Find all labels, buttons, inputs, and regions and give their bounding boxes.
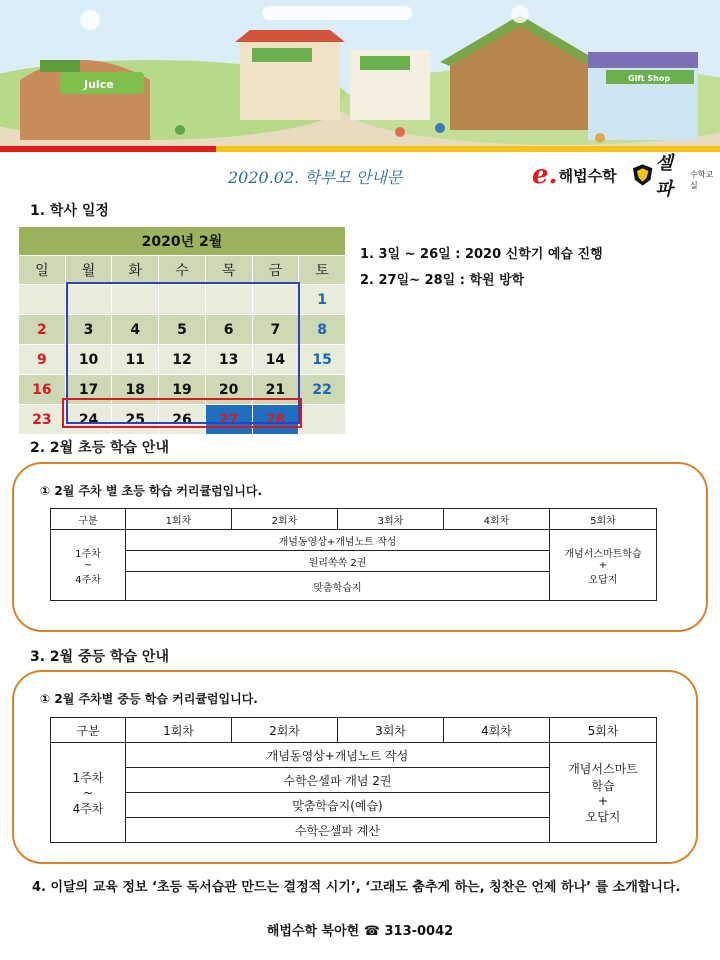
- selpa-emblem-icon: [632, 163, 653, 187]
- section2-title: 2. 2월 초등 학습 안내: [30, 440, 169, 456]
- review-line: 학습: [591, 779, 615, 793]
- calendar-day: 3: [65, 315, 112, 345]
- weekday-label: 토: [299, 256, 346, 285]
- calendar-day-holiday: 27: [205, 405, 252, 435]
- table-header: 5회차: [550, 718, 657, 743]
- calendar-day: 25: [112, 405, 159, 435]
- calendar-day: 17: [65, 375, 112, 405]
- calendar-day: 11: [112, 345, 159, 375]
- calendar: [18, 226, 346, 435]
- table-header: 2회차: [232, 718, 338, 743]
- education-info: 4. 이달의 교육 정보 ‘초등 독서습관 만드는 결정적 시기’, ‘고래도 춤추게 하는, 칭찬은 언제 하나’ 를 소개합니다.: [32, 880, 681, 895]
- calendar-day: 16: [19, 375, 66, 405]
- calendar-day: 21: [252, 375, 299, 405]
- week-tilde: ~: [82, 785, 94, 800]
- calendar-day: 1: [299, 285, 346, 315]
- middle-school-caption: ① 2월 주차별 중등 학습 커리큘럼입니다.: [40, 692, 258, 706]
- middle-curriculum-table: [50, 717, 657, 843]
- calendar-day: 15: [299, 345, 346, 375]
- table-cell: 수학은셀파 계산: [126, 818, 550, 843]
- table-cell: 개념동영상+개념노트 작성: [126, 530, 550, 551]
- table-cell: 맞춤학습지(예습): [126, 793, 550, 818]
- weekday-label: 화: [112, 256, 159, 285]
- week-range-cell: [51, 530, 126, 601]
- weekday-label: 일: [19, 256, 66, 285]
- calendar-day: 7: [252, 315, 299, 345]
- table-header: 구분: [51, 509, 126, 530]
- logo-e-mark: e.: [532, 160, 558, 190]
- table-header: 3회차: [338, 509, 444, 530]
- week-end: 4주차: [72, 801, 104, 816]
- weekday-label: 목: [205, 256, 252, 285]
- weekday-label: 금: [252, 256, 299, 285]
- gift-shop-sign: Gift Shop: [628, 74, 671, 83]
- table-header: 2회차: [232, 509, 338, 530]
- table-cell: 수학은셀파 개념 2권: [126, 768, 550, 793]
- week-start: 1주차: [72, 770, 104, 785]
- weekday-label: 월: [65, 256, 112, 285]
- table-header: 1회차: [126, 718, 232, 743]
- table-cell: 맞춤학습지: [126, 572, 550, 601]
- calendar-day: [112, 285, 159, 315]
- calendar-day: 14: [252, 345, 299, 375]
- calendar-day: 2: [19, 315, 66, 345]
- notice-title: 2020.02. 학부모 안내문: [228, 168, 403, 187]
- calendar-day: 13: [205, 345, 252, 375]
- elementary-curriculum-table: [50, 508, 657, 601]
- calendar-day: 20: [205, 375, 252, 405]
- week-tilde: ~: [83, 559, 93, 571]
- calendar-day: [65, 285, 112, 315]
- table-header: 4회차: [444, 509, 550, 530]
- week-end: 4주차: [75, 574, 101, 586]
- review-line: +: [598, 559, 608, 571]
- table-header: 1회차: [126, 509, 232, 530]
- calendar-day: 12: [159, 345, 206, 375]
- banner-illustration: [0, 0, 720, 152]
- weekday-label: 수: [159, 256, 206, 285]
- review-line: 오답지: [588, 574, 618, 586]
- selpa-sub: 수학교실: [690, 170, 714, 190]
- calendar-day: 18: [112, 375, 159, 405]
- table-header: 4회차: [444, 718, 550, 743]
- calendar-day: [252, 285, 299, 315]
- header-banner: [0, 0, 720, 152]
- section3-title: 3. 2월 중등 학습 안내: [30, 649, 169, 665]
- elementary-caption: ① 2월 주차 별 초등 학습 커리큘럼입니다.: [40, 484, 263, 498]
- calendar-day: 10: [65, 345, 112, 375]
- table-cell: 개념동영상+개념노트 작성: [126, 743, 550, 768]
- calendar-day: 5: [159, 315, 206, 345]
- review-line: 개념서스마트: [568, 762, 638, 776]
- calendar-day: 19: [159, 375, 206, 405]
- section1-title: 1. 학사 일정: [30, 203, 109, 219]
- table-cell: 원리쏙쏙 2권: [126, 551, 550, 572]
- calendar-day: 9: [19, 345, 66, 375]
- review-cell: [550, 743, 657, 843]
- calendar-day-holiday: 28: [252, 405, 299, 435]
- table-header: 3회차: [338, 718, 444, 743]
- contact-info: 해법수학 북아현 ☎ 313-0042: [266, 924, 454, 939]
- logo-text: 해법수학: [558, 166, 617, 185]
- calendar-day: 24: [65, 405, 112, 435]
- table-header: 구분: [51, 718, 126, 743]
- review-cell: [550, 530, 657, 601]
- calendar-day: 26: [159, 405, 206, 435]
- calendar-day: [205, 285, 252, 315]
- review-line: +: [597, 794, 609, 808]
- table-header: 5회차: [550, 509, 657, 530]
- schedule-item-2: 2. 27일~ 28일 : 학원 방학: [360, 273, 525, 288]
- banner-stripe: [0, 146, 720, 152]
- calendar-day: [299, 405, 346, 435]
- notice-header: [0, 153, 720, 200]
- calendar-day: 22: [299, 375, 346, 405]
- haebeop-logo: [532, 161, 617, 189]
- juice-sign: Juice: [84, 78, 114, 91]
- schedule-item-1: 1. 3일 ~ 26일 : 2020 신학기 예습 진행: [360, 247, 603, 262]
- review-line: 개념서스마트학습: [564, 548, 642, 560]
- calendar-day: 4: [112, 315, 159, 345]
- review-line: 오답지: [585, 810, 621, 824]
- selpa-text: 셀파: [655, 153, 673, 200]
- calendar-title: 2020년 2월: [19, 227, 346, 256]
- calendar-day: 8: [299, 315, 346, 345]
- selpa-logo: [632, 153, 720, 200]
- week-range-cell: [51, 743, 126, 843]
- calendar-day: 23: [19, 405, 66, 435]
- calendar-day: [19, 285, 66, 315]
- calendar-day: 6: [205, 315, 252, 345]
- calendar-day: [159, 285, 206, 315]
- week-start: 1주차: [75, 548, 101, 560]
